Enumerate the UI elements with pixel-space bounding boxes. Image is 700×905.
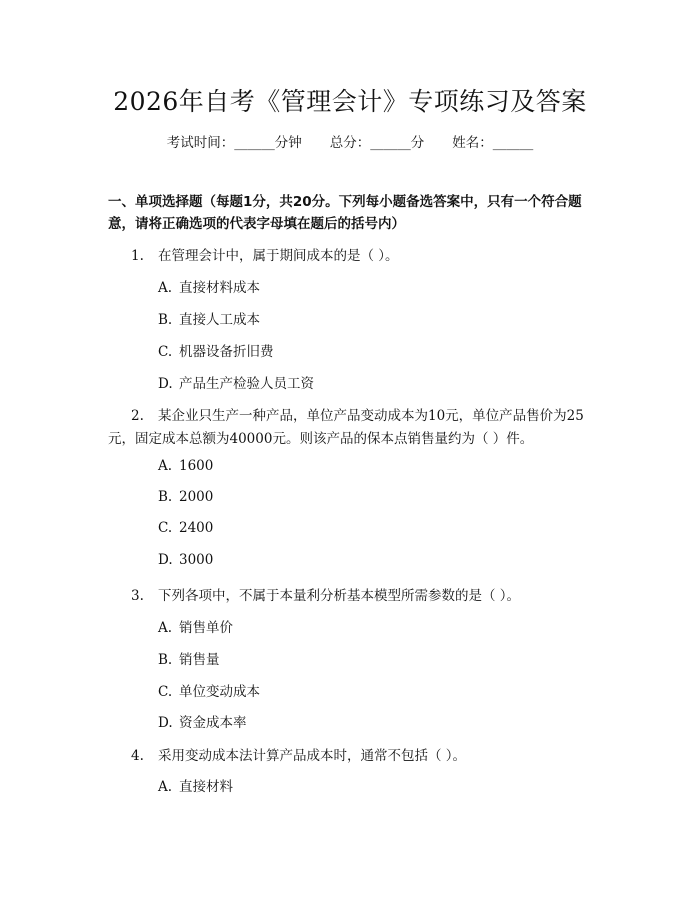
question-text-line1: 某企业只生产一种产品，单位产品变动成本为10元，单位产品售价为25 (158, 408, 584, 424)
question-2 (131, 404, 584, 424)
option-4a (158, 775, 233, 795)
option-letter: B. (158, 652, 173, 668)
option-text: 销售量 (179, 652, 220, 668)
option-3c (158, 680, 260, 700)
option-letter: B. (158, 489, 173, 505)
option-1b (158, 308, 260, 328)
option-letter: C. (158, 344, 173, 360)
document-title: 2026年自考《管理会计》专项练习及答案 (113, 87, 587, 116)
option-1d (158, 372, 314, 392)
question-number: 3. (131, 588, 144, 604)
section-heading-line1: 一、单项选择题（每题1分，共20分。下列每小题备选答案中，只有一个符合题 (108, 194, 582, 210)
student-name-label: 姓名：______ (452, 135, 534, 151)
option-text: 直接材料 (179, 779, 233, 795)
option-text: 3000 (179, 552, 214, 568)
question-4 (131, 744, 466, 764)
option-letter: D. (158, 552, 173, 568)
option-letter: D. (158, 715, 173, 731)
exam-meta (0, 131, 700, 151)
option-text: 直接材料成本 (179, 280, 260, 296)
section-heading (108, 191, 598, 235)
option-2c (158, 520, 213, 536)
option-3a (158, 616, 233, 636)
question-3 (131, 584, 520, 604)
total-score-label: 总分：______分 (329, 135, 425, 151)
option-2a (158, 458, 213, 474)
option-text: 1600 (179, 458, 214, 474)
option-letter: D. (158, 376, 173, 392)
option-text: 2400 (179, 520, 214, 536)
option-1a (158, 276, 260, 296)
option-text: 机器设备折旧费 (179, 344, 274, 360)
option-3b (158, 648, 220, 668)
option-2d (158, 552, 213, 568)
question-1 (131, 244, 399, 264)
option-3d (158, 711, 247, 731)
option-letter: C. (158, 520, 173, 536)
question-text: 在管理会计中，属于期间成本的是（ ）。 (158, 248, 399, 264)
option-text: 产品生产检验人员工资 (179, 376, 314, 392)
question-2-continued: 元，固定成本总额为40000元。则该产品的保本点销售量约为（ ）件。 (108, 431, 534, 447)
option-2b (158, 489, 213, 505)
option-letter: A. (158, 779, 173, 795)
option-letter: A. (158, 620, 173, 636)
option-letter: B. (158, 312, 173, 328)
question-text: 采用变动成本法计算产品成本时，通常不包括（ ）。 (158, 748, 467, 764)
option-letter: A. (158, 280, 173, 296)
question-number: 4. (131, 748, 144, 764)
question-number: 1. (131, 248, 144, 264)
option-text: 资金成本率 (179, 715, 247, 731)
option-letter: A. (158, 458, 173, 474)
option-text: 直接人工成本 (179, 312, 260, 328)
option-text: 单位变动成本 (179, 684, 260, 700)
option-text: 2000 (179, 489, 214, 505)
question-text: 下列各项中，不属于本量利分析基本模型所需参数的是（ ）。 (158, 588, 521, 604)
option-1c (158, 340, 274, 360)
question-number: 2. (131, 408, 144, 424)
option-letter: C. (158, 684, 173, 700)
exam-time-label: 考试时间：______分钟 (166, 135, 302, 151)
section-heading-line2: 意，请将正确选项的代表字母填在题后的括号内） (108, 216, 405, 232)
option-text: 销售单价 (179, 620, 233, 636)
